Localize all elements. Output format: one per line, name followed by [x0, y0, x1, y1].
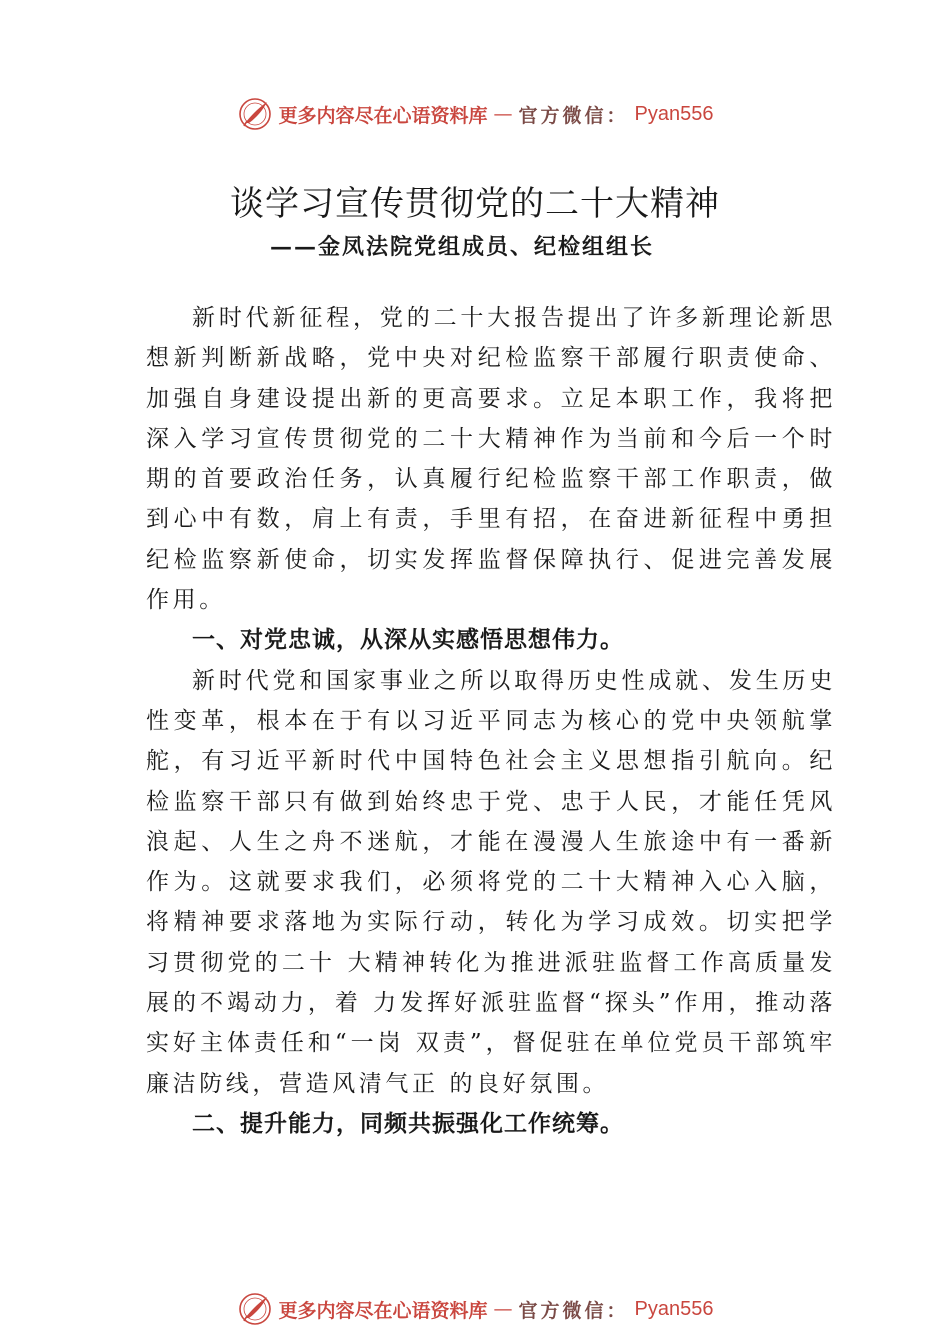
- banner-main-text: 更多内容尽在心语资料库: [278, 104, 488, 127]
- section-heading: 一、对党忠诚，从深从实感悟思想伟力。: [192, 627, 624, 654]
- banner-dash: —: [493, 103, 513, 125]
- document-body: [146, 298, 836, 1144]
- banner-label: 官方微信：: [518, 104, 629, 127]
- quill-pen-seal-icon: [237, 96, 273, 132]
- header-watermark-banner: [0, 94, 950, 134]
- document-title: 谈学习宣传贯彻党的二十大精神: [230, 184, 720, 224]
- banner-wechat-id: Pyan556: [634, 102, 714, 125]
- banner-main-text: 更多内容尽在心语资料库: [278, 1299, 488, 1322]
- quill-pen-seal-icon: [237, 1291, 273, 1327]
- document-subtitle: ——金凤法院党组成员、纪检组组长: [270, 234, 655, 260]
- banner-dash: —: [493, 1298, 513, 1320]
- footer-watermark-banner: [0, 1289, 950, 1329]
- body-paragraph: 新时代新征程，党的二十大报告提出了许多新理论新思想新判断新战略，党中央对纪检监察干部履行职责使命、加强自身建设提出新的更高要求。立足本职工作，我将把深入学习宣传贯彻党的二十大精神作为当前和今后一个时期的首要政治任务，认真履行纪检监察干部工作职责，做到心中有数，肩上有责，手里有招，在奋进新征程中勇担纪检监察新使命，切实发挥监督保障执行、促进完善发展作用。: [146, 305, 836, 614]
- banner-label: 官方微信：: [518, 1299, 629, 1322]
- body-paragraph: 新时代党和国家事业之所以取得历史性成就、发生历史性变革，根本在于有以习近平同志为核心的党中央领航掌舵，有习近平新时代中国特色社会主义思想指引航向。纪检监察干部只有做到始终忠于党、忠于人民，才能任凭风浪起、人生之舟不迷航，才能在漫漫人生旅途中有一番新作为。这就要求我们，必须将党的二十大精神入心入脑，将精神要求落地为实际行动，转化为学习成效。切实把学习贯彻党的二十 大精神转化为推进派驻监督工作高质量发展的不竭动力，着 力发挥好派驻监督“探头”作用，推动落实好主体责任和“一岗 双责”，督促驻在单位党员干部筑牢廉洁防线，营造风清气正 的良好氛围。: [146, 667, 836, 1097]
- banner-wechat-id: Pyan556: [634, 1297, 714, 1320]
- section-heading: 二、提升能力，同频共振强化工作统筹。: [192, 1110, 624, 1137]
